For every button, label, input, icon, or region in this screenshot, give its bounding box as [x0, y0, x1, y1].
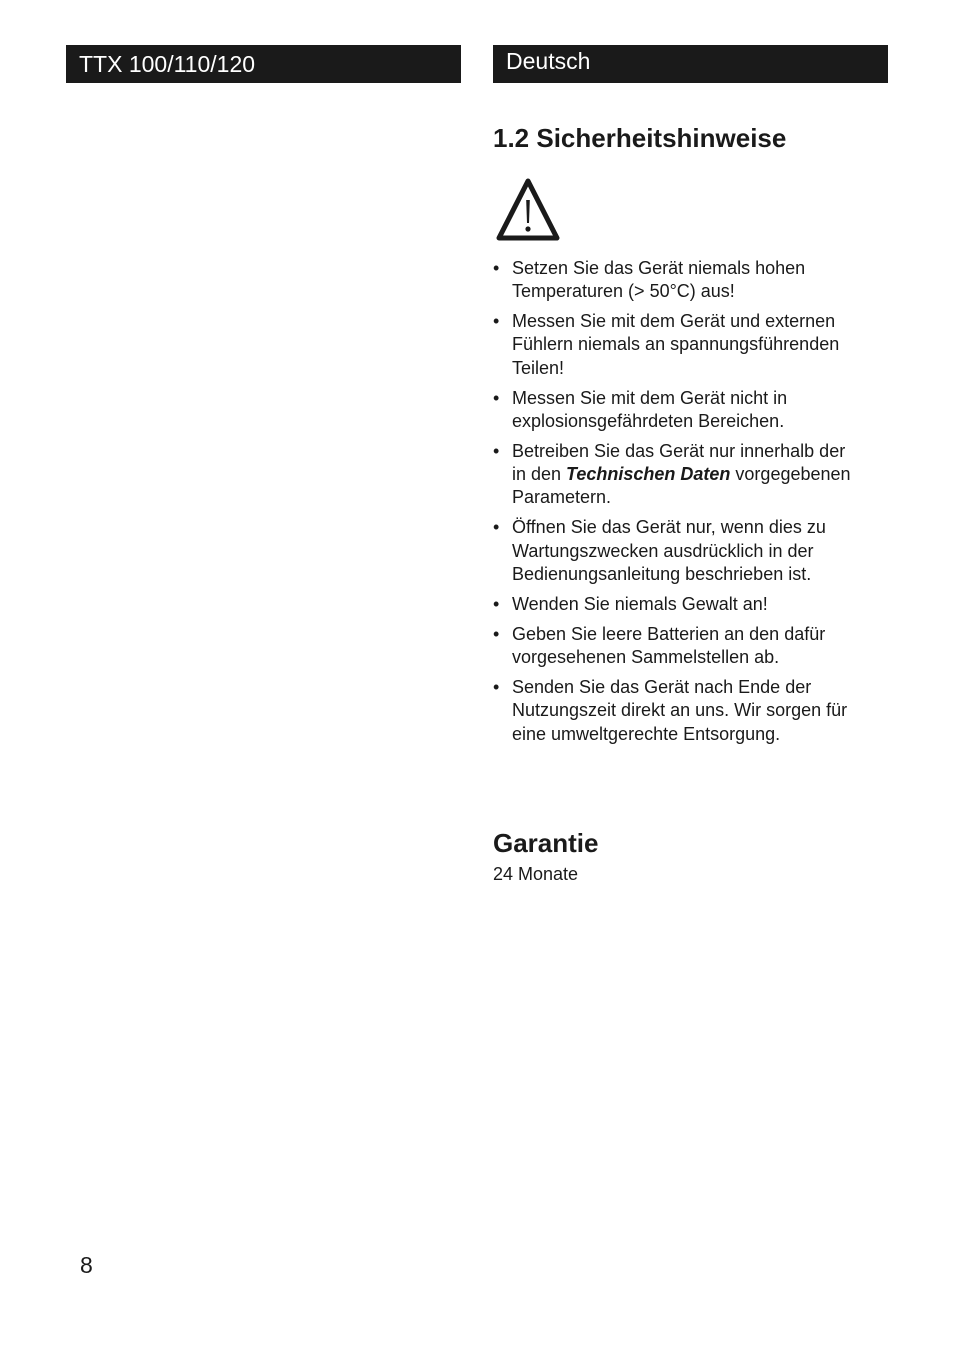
language-header-bar [493, 45, 888, 83]
page-number: 8 [80, 1252, 93, 1278]
list-item: • Messen Sie mit dem Gerät nicht in explosionsgefährdeten Bereichen. [493, 387, 863, 434]
list-item: • Messen Sie mit dem Gerät und externen Fühlern niemals an spannungsführenden Teilen! [493, 310, 863, 380]
list-item: • Geben Sie leere Batterien an den dafür vorgesehenen Sammelstellen ab. [493, 623, 863, 670]
list-item [493, 440, 863, 510]
garantie-title: Garantie [493, 828, 599, 858]
list-item: • Öffnen Sie das Gerät nur, wenn dies zu Wartungszwecken ausdrücklich in der Bedienungsanleitung beschrieben ist. [493, 516, 863, 586]
language-label: Deutsch [506, 48, 591, 74]
list-item-text: Betreiben Sie das Gerät nur innerhalb der in den [512, 440, 846, 485]
model-header-bar [66, 45, 461, 83]
technical-data-reference: Technischen Daten [566, 464, 731, 485]
section-title: 1.2 Sicherheitshinweise [493, 123, 787, 153]
list-item: • Setzen Sie das Gerät niemals hohen Temperaturen (> 50°C) aus! [493, 257, 863, 304]
list-item: • Wenden Sie niemals Gewalt an! [493, 593, 863, 616]
warning-triangle-icon [495, 176, 561, 242]
list-item-text: vorgegebenen Parametern. [512, 464, 851, 508]
safety-instructions-list [493, 257, 863, 752]
garantie-text: 24 Monate [493, 864, 579, 884]
model-name: TTX 100/110/120 [79, 51, 256, 77]
list-item: • Senden Sie das Gerät nach Ende der Nutzungszeit direkt an uns. Wir sorgen für eine umweltgerechte Entsorgung. [493, 676, 863, 746]
